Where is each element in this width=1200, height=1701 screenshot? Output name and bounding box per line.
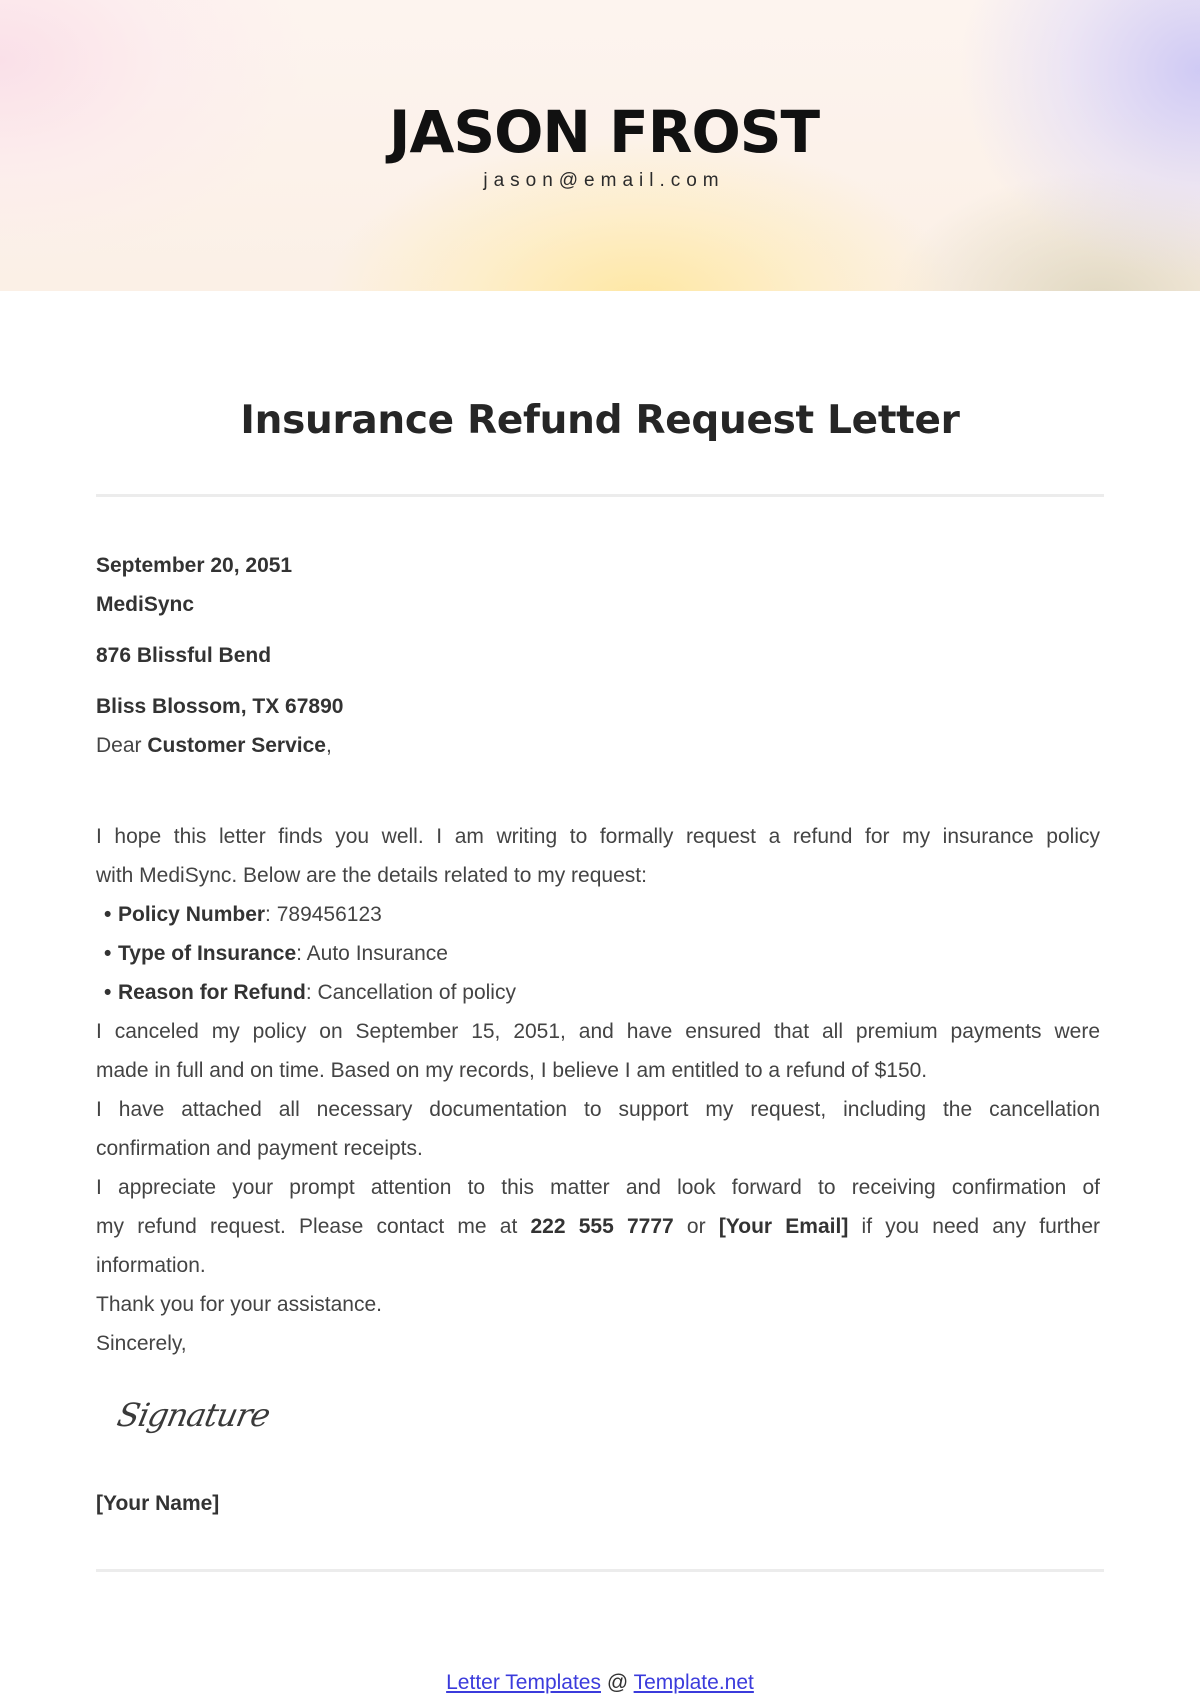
thanks-line: Thank you for your assistance.: [96, 1293, 382, 1316]
top-divider: [96, 494, 1104, 497]
signer-name: [Your Name]: [96, 1492, 220, 1515]
contact-phone: 222 555 7777: [530, 1215, 674, 1238]
paragraph-3-line-3: information.: [96, 1254, 206, 1277]
greeting-recipient: Customer Service: [147, 734, 326, 757]
bottom-divider: [96, 1569, 1104, 1572]
paragraph-3-line-1: I appreciate your prompt attention to this matter and look forward to receiving confirmation of: [96, 1176, 1100, 1199]
recipient-city: Bliss Blossom, TX 67890: [96, 695, 344, 718]
greeting-prefix: Dear: [96, 734, 148, 757]
detail-item: [104, 934, 1108, 973]
contact-text-b: or: [673, 1215, 719, 1238]
greeting: [96, 726, 1100, 765]
greeting-suffix: ,: [325, 734, 332, 757]
header-banner: [0, 0, 1200, 291]
bullet-icon: •: [104, 981, 112, 1004]
paragraph-3-line-2: [96, 1207, 1100, 1246]
bullet-icon: •: [104, 942, 112, 965]
template-net-link[interactable]: Template.net: [633, 1671, 754, 1694]
intro-line-1: I hope this letter finds you well. I am writing to formally request a refund for my insurance policy: [96, 825, 1100, 848]
footer: [0, 1665, 1200, 1701]
intro-line-2: with MediSync. Below are the details related to my request:: [96, 864, 647, 887]
sender-email: jason@email.com: [483, 170, 725, 191]
contact-email-placeholder: [Your Email]: [718, 1215, 849, 1238]
signature: Signature: [113, 1396, 274, 1434]
letter-date: September 20, 2051: [96, 554, 293, 577]
sender-name: JASON FROST: [388, 98, 820, 166]
paragraph-2-line-2: confirmation and payment receipts.: [96, 1137, 423, 1160]
footer-separator: @: [601, 1671, 634, 1694]
detail-item: [104, 895, 1108, 934]
paragraph-1-line-1: I canceled my policy on September 15, 2051, and have ensured that all premium payments were: [96, 1020, 1100, 1043]
detail-label: Reason for Refund: [118, 981, 306, 1004]
letter-templates-link[interactable]: Letter Templates: [446, 1671, 601, 1694]
paragraph-2-line-1: I have attached all necessary documentation to support my request, including the cancellation: [96, 1098, 1100, 1121]
closing-line: Sincerely,: [96, 1332, 187, 1355]
detail-value: : Cancellation of policy: [305, 981, 516, 1004]
letter-title: Insurance Refund Request Letter: [240, 398, 960, 443]
bullet-icon: •: [104, 903, 112, 926]
detail-label: Type of Insurance: [118, 942, 297, 965]
paragraph-1-line-2: made in full and on time. Based on my records, I believe I am entitled to a refund of $150.: [96, 1059, 928, 1082]
detail-value: : 789456123: [265, 903, 382, 926]
recipient-company: MediSync: [96, 593, 195, 616]
contact-text-a: my refund request. Please contact me at: [96, 1215, 531, 1238]
detail-item: [104, 973, 1108, 1012]
contact-text-c: if you need any further: [848, 1215, 1100, 1238]
detail-value: : Auto Insurance: [296, 942, 448, 965]
recipient-street: 876 Blissful Bend: [96, 644, 272, 667]
detail-label: Policy Number: [118, 903, 266, 926]
